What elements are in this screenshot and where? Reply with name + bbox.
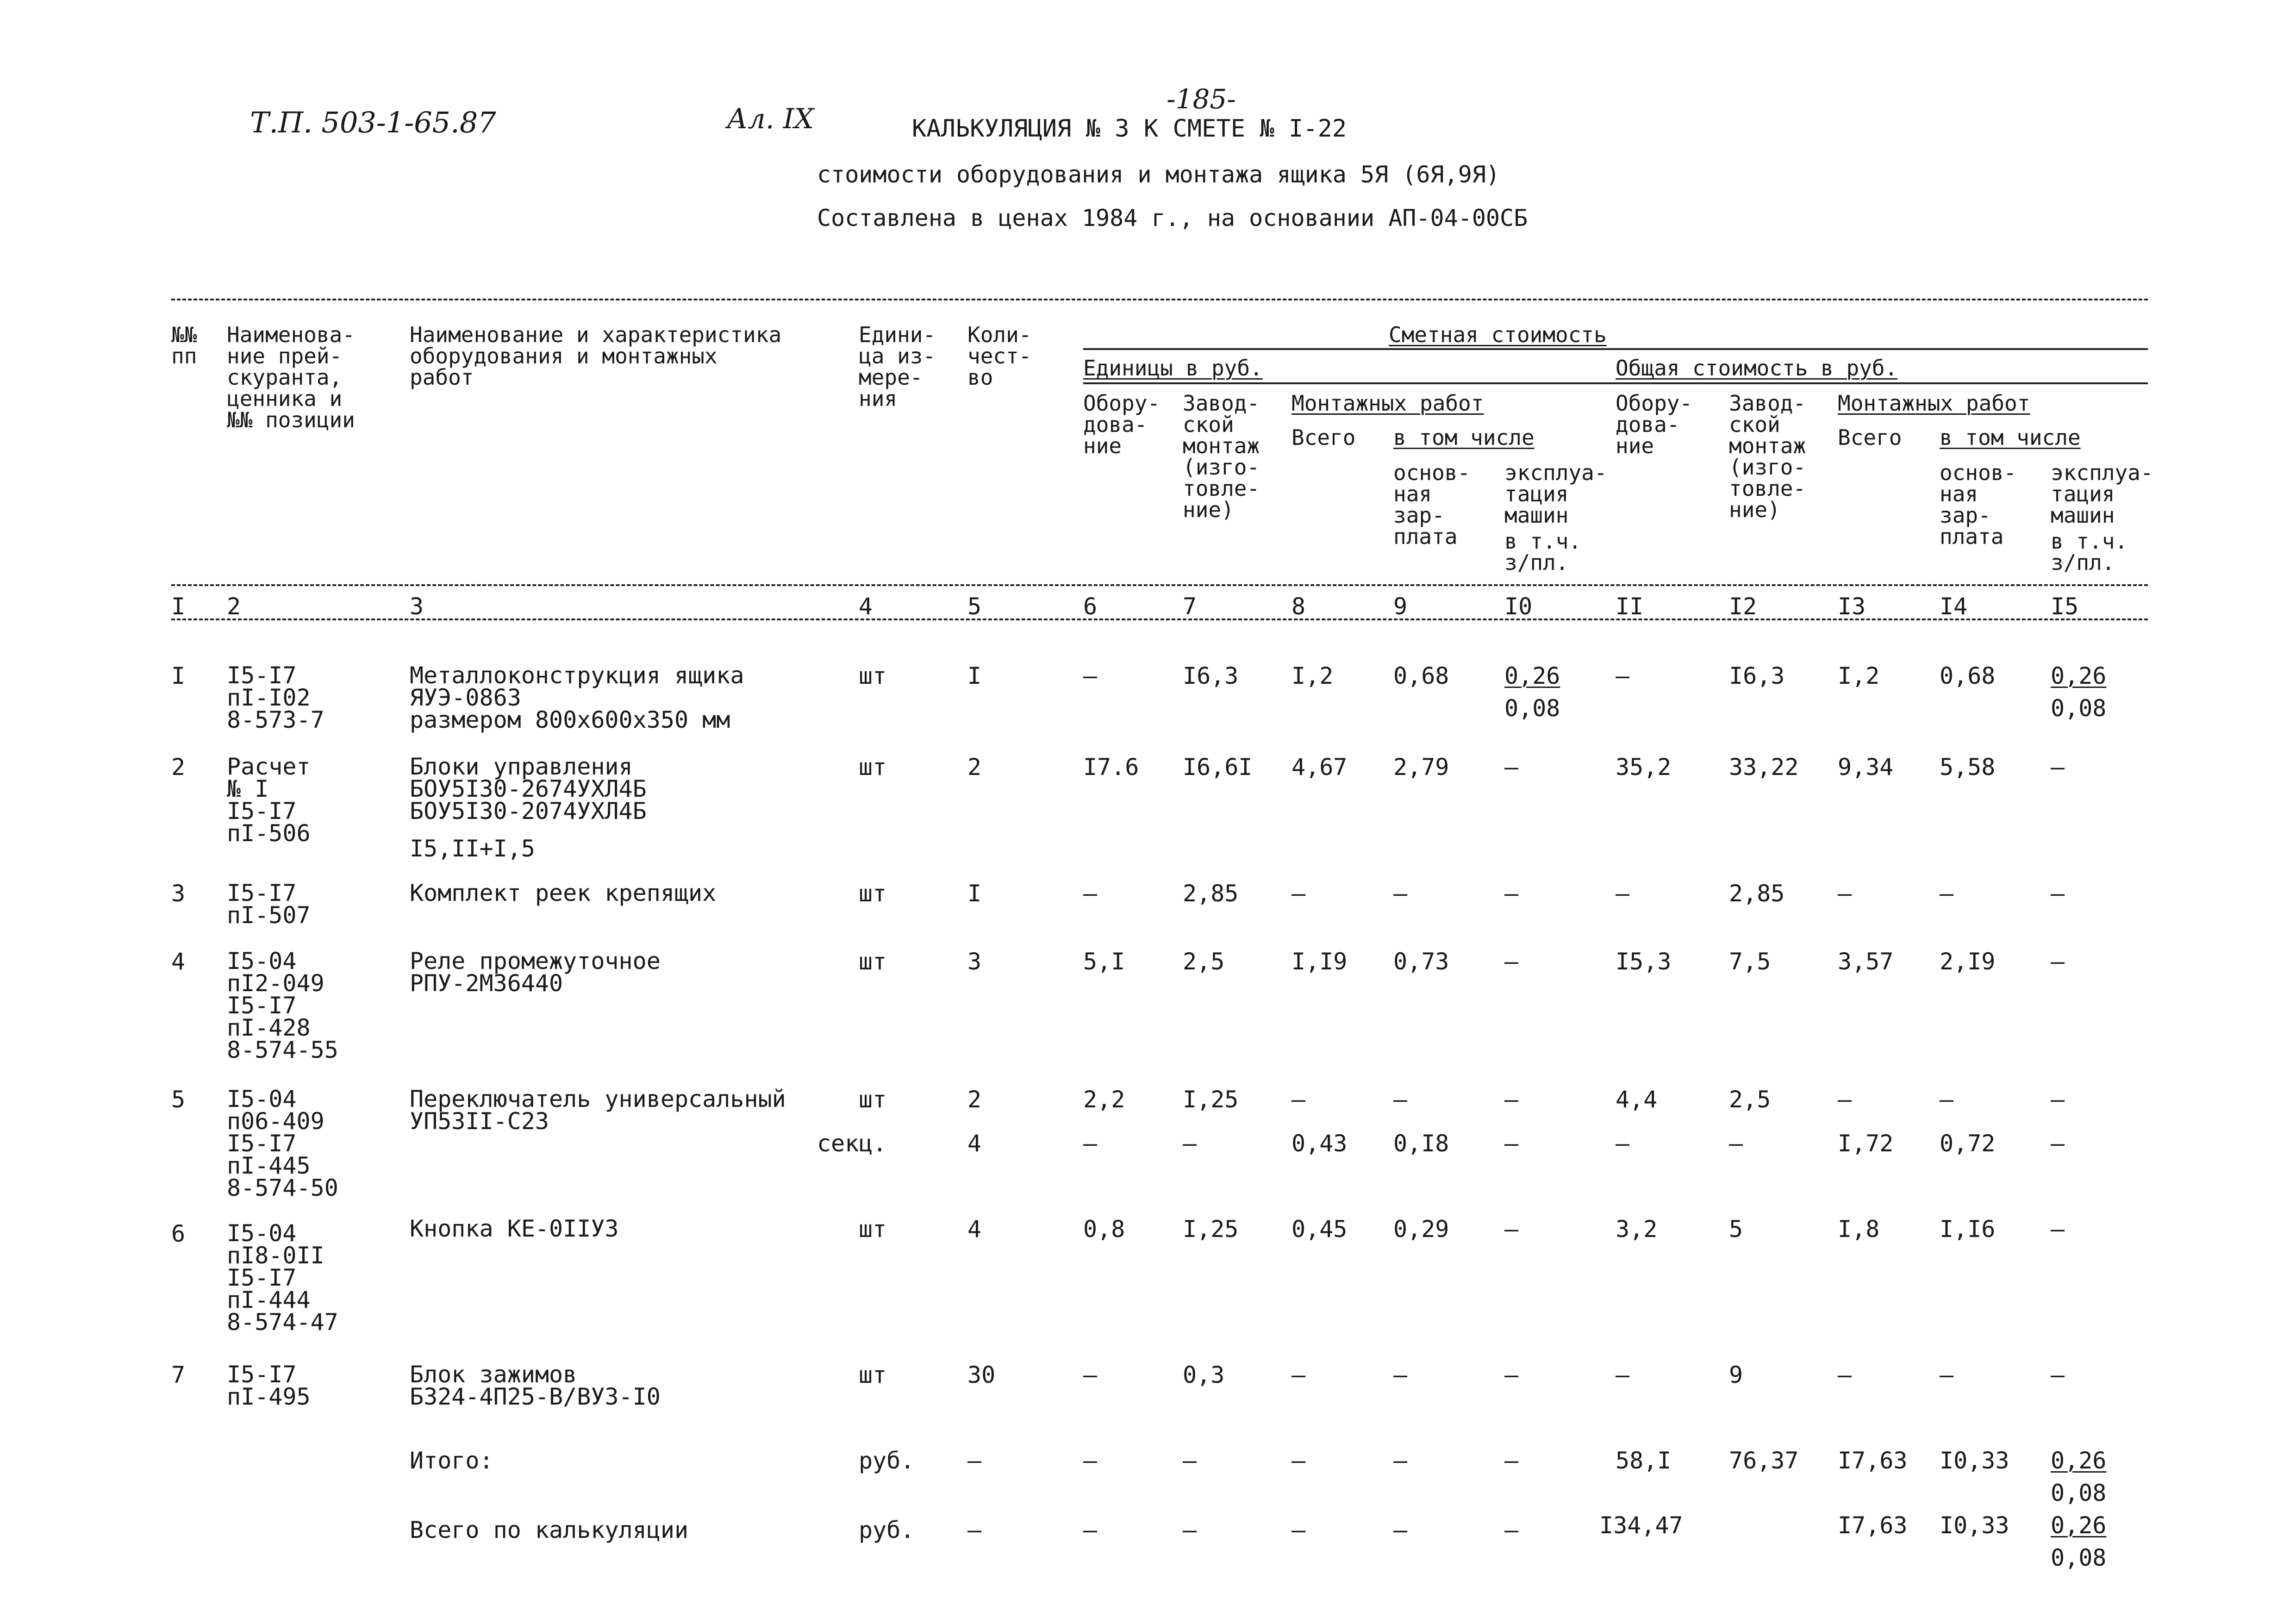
row-c12: 2,5 [1729, 1086, 1771, 1113]
row-pricelist: Расчет № I I5-I7 пI-506 [227, 753, 311, 847]
row-unit: шт [859, 754, 887, 781]
col-name-header: Наименование и характеристика оборудования и монтажных работ [410, 322, 782, 390]
row-name: Реле промежуточное РПУ-2М36440 [410, 948, 661, 997]
row-c7: 2,85 [1183, 880, 1239, 907]
row-c12: 33,22 [1729, 754, 1799, 781]
row-c6: 5,I [1083, 948, 1125, 975]
col-num-11: II [1616, 593, 1644, 620]
total-label: Всего по калькуляции [410, 1517, 689, 1543]
row-c6: 2,2 [1083, 1086, 1125, 1113]
total-c15-salary: 0,08 [2051, 1544, 2107, 1571]
subtotal-unit: руб. [859, 1447, 915, 1474]
estimated-cost-header: Сметная стоимость [1389, 322, 1607, 347]
row-c12: 2,85 [1729, 880, 1785, 907]
col-num-4: 4 [859, 593, 873, 620]
row-number: I [171, 662, 186, 689]
row-c7: I6,3 [1183, 662, 1239, 689]
row-c15: – [2051, 948, 2065, 975]
unit-base-salary-header: основ- ная зар- плата [1393, 460, 1471, 549]
row-c11: 35,2 [1616, 754, 1672, 781]
total-c13: I7,63 [1838, 1512, 1908, 1539]
total-qty: – [967, 1517, 982, 1543]
row-sub-c14: 0,72 [1940, 1130, 1996, 1157]
row-c10-salary: 0,08 [1504, 695, 1560, 722]
row-qty: 2 [967, 754, 982, 781]
total-c14: I0,33 [1940, 1512, 2009, 1539]
row-c12: 7,5 [1729, 948, 1771, 975]
row-c10: – [1504, 754, 1519, 781]
album-number: Ал. IX [727, 103, 814, 135]
row-c9: – [1393, 1086, 1408, 1113]
row-c10: – [1504, 1086, 1519, 1113]
subtotal-c8: – [1292, 1447, 1306, 1474]
total-factory-header: Завод- ской монтаж (изго- товле- ние) [1729, 391, 1806, 522]
row-name: Комплект реек крепящих [410, 880, 717, 906]
header-bottom-rule [171, 584, 2148, 586]
col-num-14: I4 [1940, 593, 1968, 620]
row-sub-c6: – [1083, 1130, 1098, 1157]
row-c15: 0,26 [2051, 662, 2107, 689]
total-c10: – [1504, 1517, 1519, 1543]
row-unit: шт [859, 880, 887, 907]
row-c9: 0,29 [1393, 1216, 1449, 1243]
row-c15: – [2051, 754, 2065, 781]
subtotal-c7: – [1183, 1447, 1197, 1474]
subtotal-c15: 0,26 [2051, 1447, 2107, 1474]
row-number: 6 [171, 1220, 186, 1247]
row-c6: – [1083, 880, 1098, 907]
unit-price-group-header: Единицы в руб. [1083, 356, 1263, 381]
row-c9: 0,73 [1393, 948, 1449, 975]
row-pricelist: I5-04 пI2-049 I5-I7 пI-428 8-574-55 [227, 948, 338, 1063]
col-num-8: 8 [1292, 593, 1306, 620]
row-name: Кнопка КЕ-0IIУ3 [410, 1215, 619, 1242]
row-c15: – [2051, 880, 2065, 907]
document-code: Т.П. 503-1-65.87 [250, 106, 496, 139]
row-number: 5 [171, 1086, 186, 1113]
row-sub-c13: I,72 [1838, 1130, 1894, 1157]
row-number: 7 [171, 1362, 186, 1388]
row-c10: – [1504, 948, 1519, 975]
total-mount-works-header: Монтажных работ [1838, 391, 2030, 416]
row-c9: 2,79 [1393, 754, 1449, 781]
col-num-15: I5 [2051, 593, 2079, 620]
total-cost-group-header: Общая стоимость в руб. [1616, 356, 1898, 381]
col-num-9: 9 [1393, 593, 1408, 620]
col-num-6: 6 [1083, 593, 1098, 620]
estimated-cost-rule [1083, 348, 2148, 350]
row-c7: 2,5 [1183, 948, 1225, 975]
col-num-3: 3 [410, 593, 424, 620]
row-c14: I,I6 [1940, 1216, 1996, 1243]
row-c7: I,25 [1183, 1086, 1239, 1113]
row-c8: – [1292, 1362, 1306, 1388]
row-c9: 0,68 [1393, 662, 1449, 689]
row-sub-c10: – [1504, 1130, 1519, 1157]
row-c7: I6,6I [1183, 754, 1253, 781]
col-num-5: 5 [967, 593, 982, 620]
row-c13: 9,34 [1838, 754, 1894, 781]
row-number: 3 [171, 880, 186, 907]
row-name: Блок зажимов БЗ24-4П25-В/ВУЗ-I0 [410, 1361, 661, 1410]
row-c13: I,2 [1838, 662, 1880, 689]
row-qty: 30 [967, 1362, 996, 1388]
subtotal-c9: – [1393, 1447, 1408, 1474]
row-unit: шт [859, 1362, 887, 1388]
col-num-1: I [171, 593, 186, 620]
row-c13: – [1838, 880, 1852, 907]
row-qty: 2 [967, 1086, 982, 1113]
row-c8: I,I9 [1292, 948, 1348, 975]
row-c10: – [1504, 880, 1519, 907]
row-c6: I7.6 [1083, 754, 1139, 781]
col-num-13: I3 [1838, 593, 1866, 620]
row-c6: 0,8 [1083, 1216, 1125, 1243]
total-all-header: Всего [1838, 425, 1902, 450]
unit-machines-sub-header: в т.ч. з/пл. [1504, 529, 1582, 575]
subtotal-qty: – [967, 1447, 982, 1474]
total-c11: I34,47 [1599, 1512, 1683, 1539]
row-qty: I [967, 662, 982, 689]
column-numbers-rule [171, 618, 2148, 620]
total-incl-header: в том числе [1940, 425, 2081, 450]
row-c12: 5 [1729, 1216, 1743, 1243]
subtotal-c11: 58,I [1616, 1447, 1672, 1474]
col-num-7: 7 [1183, 593, 1197, 620]
row-c10: – [1504, 1362, 1519, 1388]
row-number: 4 [171, 948, 186, 975]
row-c15: – [2051, 1362, 2065, 1388]
row-unit: шт [859, 662, 887, 689]
document-subtitle: стоимости оборудования и монтажа ящика 5Я (6Я,9Я) [817, 161, 1500, 188]
row-c14: – [1940, 880, 1954, 907]
col-num-12: I2 [1729, 593, 1757, 620]
total-c8: – [1292, 1517, 1306, 1543]
subtotal-c14: I0,33 [1940, 1447, 2009, 1474]
row-c12: I6,3 [1729, 662, 1785, 689]
row-c15-salary: 0,08 [2051, 695, 2107, 722]
page-number: -185- [1167, 83, 1236, 115]
row-c11: I5,3 [1616, 948, 1672, 975]
row-c14: – [1940, 1086, 1954, 1113]
row-c10: – [1504, 1216, 1519, 1243]
unit-all-header: Всего [1292, 425, 1356, 450]
row-c7: I,25 [1183, 1216, 1239, 1243]
row-c13: 3,57 [1838, 948, 1894, 975]
row-c14: 5,58 [1940, 754, 1996, 781]
subtotal-c10: – [1504, 1447, 1519, 1474]
row-pricelist: I5-I7 пI-495 [227, 1361, 311, 1410]
row-c10: 0,26 [1504, 662, 1560, 689]
row-pricelist: I5-I7 пI-I02 8-573-7 [227, 662, 324, 733]
unit-machines-header: эксплуа- тация машин [1504, 460, 1607, 528]
row-sub-c12: – [1729, 1130, 1743, 1157]
row-sub-unit: секц. [817, 1130, 887, 1157]
subtotal-c12: 76,37 [1729, 1447, 1799, 1474]
total-c15: 0,26 [2051, 1512, 2107, 1539]
row-qty: 3 [967, 948, 982, 975]
row-c7: 0,3 [1183, 1362, 1225, 1388]
group-rule [1083, 382, 2148, 384]
row-c8: 4,67 [1292, 754, 1348, 781]
subtotal-c15-salary: 0,08 [2051, 1480, 2107, 1506]
unit-mount-works-header: Монтажных работ [1292, 391, 1484, 416]
row-c13: I,8 [1838, 1216, 1880, 1243]
total-c9: – [1393, 1517, 1408, 1543]
row-name: Переключатель универсальный УП53II-С23 [410, 1086, 786, 1135]
row-c15: – [2051, 1086, 2065, 1113]
row-c11: – [1616, 880, 1630, 907]
row-c8: – [1292, 1086, 1306, 1113]
unit-factory-header: Завод- ской монтаж (изго- товле- ние) [1183, 391, 1260, 522]
total-machines-sub-header: в т.ч. з/пл. [2051, 529, 2128, 575]
unit-equipment-header: Обору- дова- ние [1083, 391, 1160, 458]
document-basis: Составлена в ценах 1984 г., на основании АП-04-00СБ [817, 205, 1528, 231]
row-name: Блоки управления БОУ5I30-2674УХЛ4Б БОУ5I30-2074УХЛ4Б [410, 753, 647, 824]
row-c9: – [1393, 880, 1408, 907]
row-c8: I,2 [1292, 662, 1334, 689]
subtotal-c6: – [1083, 1447, 1098, 1474]
row-c9: – [1393, 1362, 1408, 1388]
total-unit: руб. [859, 1517, 915, 1543]
col-num-2: 2 [227, 593, 241, 620]
row-c8: 0,45 [1292, 1216, 1348, 1243]
row-qty: 4 [967, 1216, 982, 1243]
row-pricelist: I5-I7 пI-507 [227, 880, 311, 929]
row-qty: I [967, 880, 982, 907]
row-c14: – [1940, 1362, 1954, 1388]
row-c14: 2,I9 [1940, 948, 1996, 975]
row-sub-c9: 0,I8 [1393, 1130, 1449, 1157]
total-c6: – [1083, 1517, 1098, 1543]
subtotal-label: Итого: [410, 1447, 493, 1474]
row-c11: 3,2 [1616, 1216, 1658, 1243]
row-c13: – [1838, 1362, 1852, 1388]
col-qty-header: Коли- чест- во [967, 322, 1032, 390]
row-number: 2 [171, 754, 186, 781]
row-c11: – [1616, 662, 1630, 689]
row-pricelist: I5-04 п06-409 I5-I7 пI-445 8-574-50 [227, 1086, 338, 1201]
table-top-rule [171, 299, 2148, 300]
row-unit: шт [859, 948, 887, 975]
row-sub-qty: 4 [967, 1130, 982, 1157]
total-c7: – [1183, 1517, 1197, 1543]
row-c15: – [2051, 1216, 2065, 1243]
row-sub-c15: – [2051, 1130, 2065, 1157]
subtotal-c13: I7,63 [1838, 1447, 1908, 1474]
row-c14: 0,68 [1940, 662, 1996, 689]
col-num-10: I0 [1504, 593, 1533, 620]
col-pricelist-header: Наименова- ние прей- скуранта, ценника и №№ позиции [227, 322, 355, 432]
row-sub-c11: – [1616, 1130, 1630, 1157]
row-c8: – [1292, 880, 1306, 907]
col-number-header: №№ пп [171, 322, 197, 369]
row-sub-c8: 0,43 [1292, 1130, 1348, 1157]
row-c6: – [1083, 1362, 1098, 1388]
row-unit: шт [859, 1216, 887, 1243]
row-unit: шт [859, 1086, 887, 1113]
row-c11: 4,4 [1616, 1086, 1658, 1113]
row-c12: 9 [1729, 1362, 1743, 1388]
row-c13: – [1838, 1086, 1852, 1113]
row-c6: – [1083, 662, 1098, 689]
row-name-calc: I5,II+I,5 [410, 835, 535, 862]
row-c11: – [1616, 1362, 1630, 1388]
total-base-salary-header: основ- ная зар- плата [1940, 460, 2017, 549]
unit-incl-header: в том числе [1393, 425, 1535, 450]
row-pricelist: I5-04 пI8-0II I5-I7 пI-444 8-574-47 [227, 1220, 338, 1336]
col-unit-header: Едини- ца из- мере- ния [859, 322, 936, 411]
row-name: Металлоконструкция ящика ЯУЭ-0863 размером 800х600х350 мм [410, 662, 744, 733]
row-sub-c7: – [1183, 1130, 1197, 1157]
total-equipment-header: Обору- дова- ние [1616, 391, 1693, 458]
document-title: КАЛЬКУЛЯЦИЯ № 3 К СМЕТЕ № I-22 [912, 115, 1347, 143]
total-machines-header: эксплуа- тация машин [2051, 460, 2153, 528]
